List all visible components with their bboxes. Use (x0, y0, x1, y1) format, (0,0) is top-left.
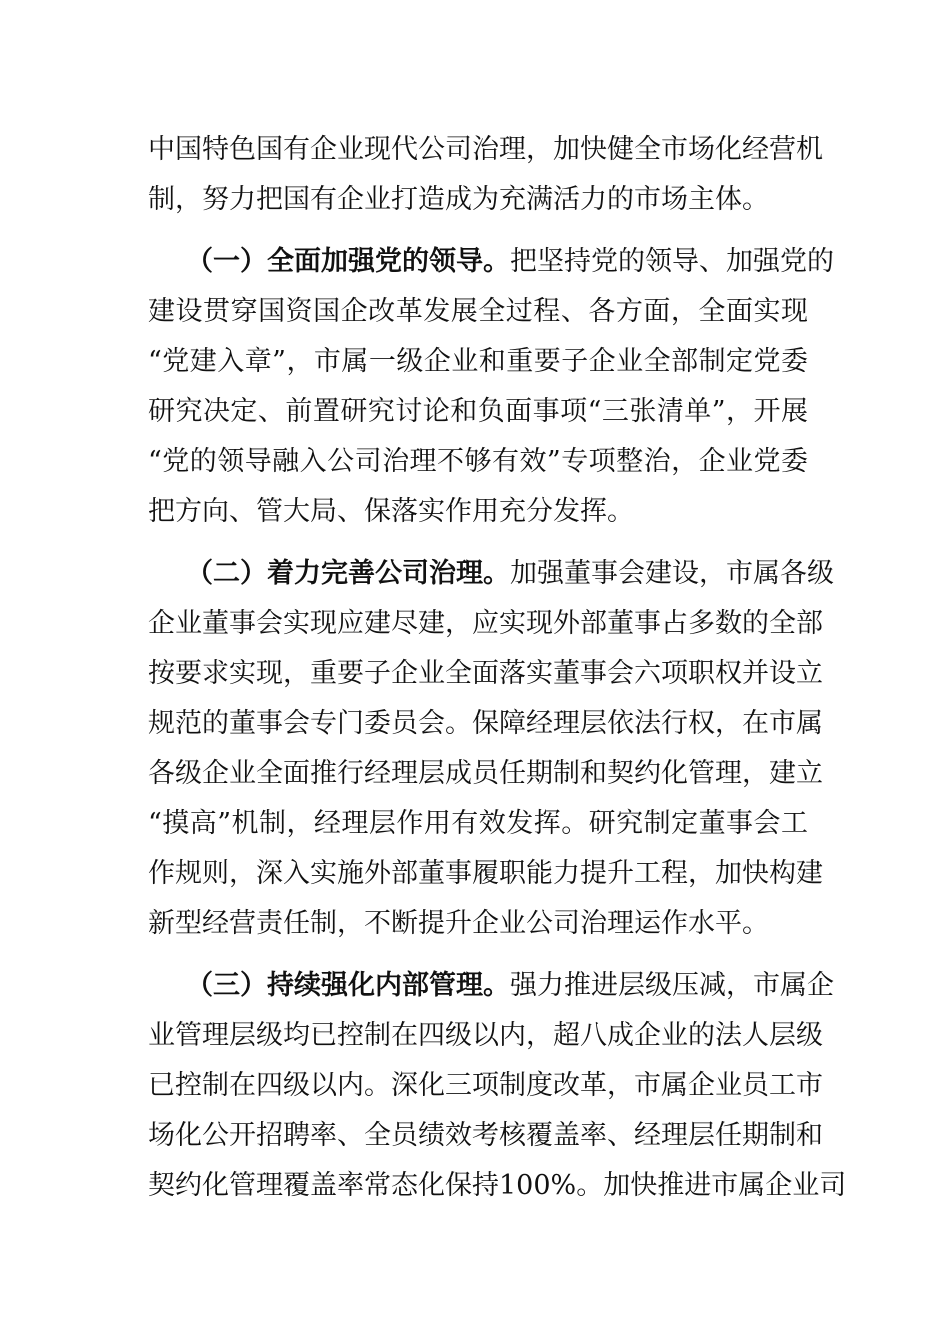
section-3-heading: （三）持续强化内部管理。 (186, 970, 510, 1001)
body-text-line: 把方向、管大局、保落实作用充分发挥。 (148, 496, 634, 527)
body-text-line: 已控制在四级以内。深化三项制度改革，市属企业员工市 (148, 1070, 823, 1101)
section-3-first-line (186, 964, 834, 1008)
body-text-line: 研究决定、前置研究讨论和负面事项“三张清单”，开展 (148, 396, 808, 427)
body-text: 强力推进层级压减，市属企 (510, 970, 834, 1001)
body-text-line: “摸高”机制，经理层作用有效发挥。研究制定董事会工 (148, 808, 808, 839)
body-text-line: 按要求实现，重要子企业全面落实董事会六项职权并设立 (148, 658, 823, 689)
body-text-line: 规范的董事会专门委员会。保障经理层依法行权，在市属 (148, 708, 823, 739)
body-text-line: 企业董事会实现应建尽建，应实现外部董事占多数的全部 (148, 608, 823, 639)
body-text-line: 制，努力把国有企业打造成为充满活力的市场主体。 (148, 184, 769, 215)
body-text-line: 作规则，深入实施外部董事履职能力提升工程，加快构建 (148, 858, 823, 889)
body-text-line: 建设贯穿国资国企改革发展全过程、各方面，全面实现 (148, 296, 808, 327)
section-1-first-line (186, 240, 834, 284)
body-text-line: 契约化管理覆盖率常态化保持100%。加快推进市属企业司 (148, 1170, 847, 1201)
body-text-line: “党建入章”，市属一级企业和重要子企业全部制定党委 (148, 346, 808, 377)
section-2-heading: （二）着力完善公司治理。 (186, 558, 510, 589)
body-text-line: 场化公开招聘率、全员绩效考核覆盖率、经理层任期制和 (148, 1120, 823, 1151)
body-text-line: “党的领导融入公司治理不够有效”专项整治，企业党委 (148, 446, 808, 477)
body-text: 把坚持党的领导、加强党的 (510, 246, 834, 277)
body-text-line: 中国特色国有企业现代公司治理，加快健全市场化经营机 (148, 134, 823, 165)
section-2-first-line (186, 552, 834, 596)
body-text: 加强董事会建设，市属各级 (510, 558, 834, 589)
body-text-line: 新型经营责任制，不断提升企业公司治理运作水平。 (148, 908, 769, 939)
body-text-line: 业管理层级均已控制在四级以内，超八成企业的法人层级 (148, 1020, 823, 1051)
section-1-heading: （一）全面加强党的领导。 (186, 246, 510, 277)
body-text-line: 各级企业全面推行经理层成员任期制和契约化管理，建立 (148, 758, 823, 789)
